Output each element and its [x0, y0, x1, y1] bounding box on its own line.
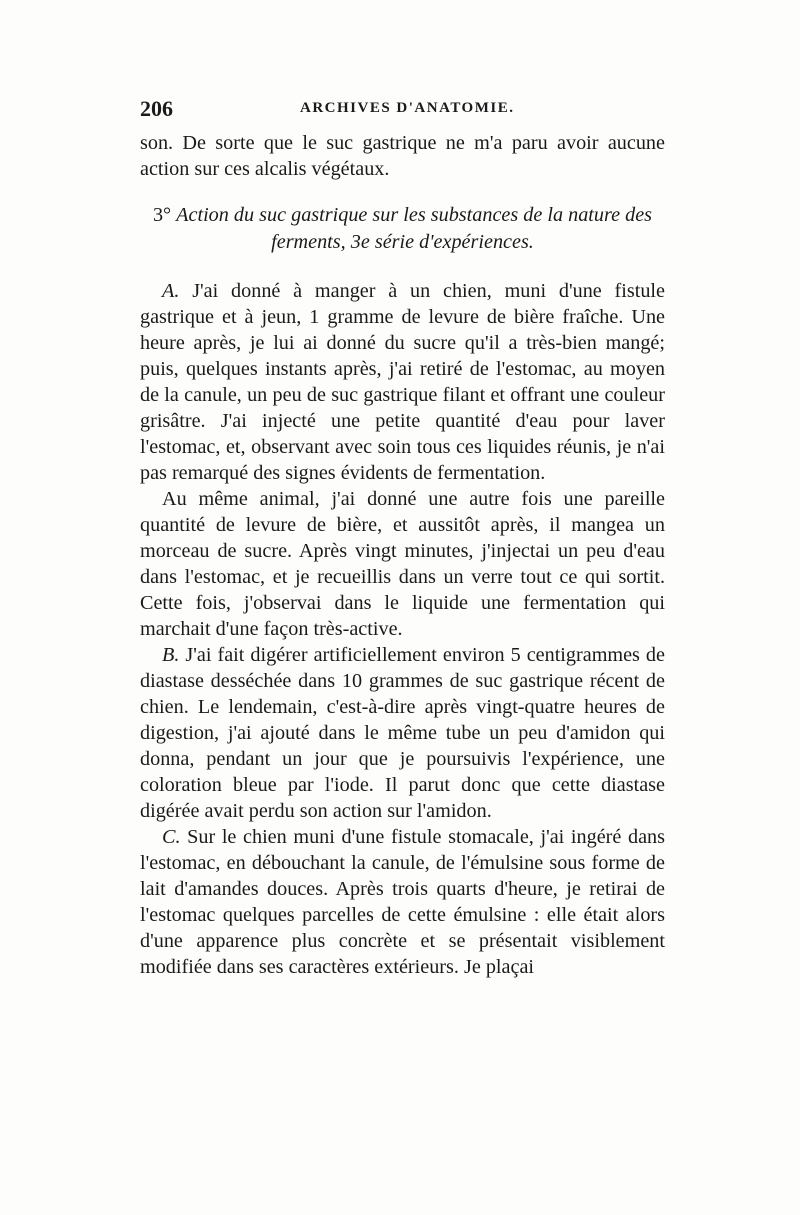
page-header	[140, 96, 665, 126]
body-text	[140, 130, 665, 980]
section-heading	[140, 202, 665, 256]
paragraph-a	[140, 278, 665, 486]
paragraph-a-2: Au même animal, j'ai donné une autre fois une pareille quantité de levure de bière, et aussitôt après, il mangea un morceau de sucre. Après vingt minutes, j'injectai un peu d'eau dans l'estomac, et je recueillis dans un verre tout ce qui sortit. Cette fois, j'observai dans le liquide une fermentation qui marchait d'une façon très-active.	[140, 488, 665, 640]
paragraph-b	[140, 642, 665, 824]
paragraph-a-text: J'ai donné à manger à un chien, muni d'une fistule gastrique et à jeun, 1 gramme de levure de bière fraîche. Une heure après, je lui ai donné du sucre qu'il a très-bien mangé; puis, quelques instants après, j'ai retiré de l'estomac, au moyen de la canule, un peu de suc gastrique filant et offrant une couleur grisâtre. J'ai injecté une petite quantité d'eau pour laver l'estomac, et, observant avec soin tous ces liquides réunis, je n'ai pas remarqué des signes évidents de fermentation.	[140, 280, 665, 484]
page-number: 206	[140, 96, 173, 121]
paragraph-c	[140, 824, 665, 980]
paragraph-c-letter: C.	[162, 826, 181, 848]
paragraph-b-text: J'ai fait digérer artificiellement environ 5 centigrammes de diastase desséchée dans 10 grammes de suc gastrique récent de chien. Le lendemain, c'est-à-dire après vingt-quatre heures de digestion, j'ai ajouté dans le même tube un peu d'amidon qui donna, pendant un jour que je poursuivis l'expérience, une coloration bleue par l'iode. Il parut donc que cette diastase digérée avait perdu son action sur l'amidon.	[140, 644, 665, 822]
paragraph-c-text: Sur le chien muni d'une fistule stomacale, j'ai ingéré dans l'estomac, en débouchant la canule, de l'émulsine sous forme de lait d'amandes douces. Après trois quarts d'heure, je retirai de l'estomac quelques parcelles de cette émulsine : elle était alors d'une apparence plus concrète et se présentait visiblement modifiée dans ses caractères extérieurs. Je plaçai	[140, 826, 665, 978]
paragraph-b-letter: B.	[162, 644, 180, 666]
paragraph-a-letter: A.	[162, 280, 180, 302]
section-title: Action du suc gastrique sur les substances de la nature des ferments, 3e série d'expériences.	[176, 204, 653, 253]
section-number: 3°	[152, 204, 177, 226]
running-head: ARCHIVES D'ANATOMIE.	[300, 100, 515, 116]
paragraph-continuation: son. De sorte que le suc gastrique ne m'a paru avoir aucune action sur ces alcalis végétaux.	[140, 132, 665, 180]
